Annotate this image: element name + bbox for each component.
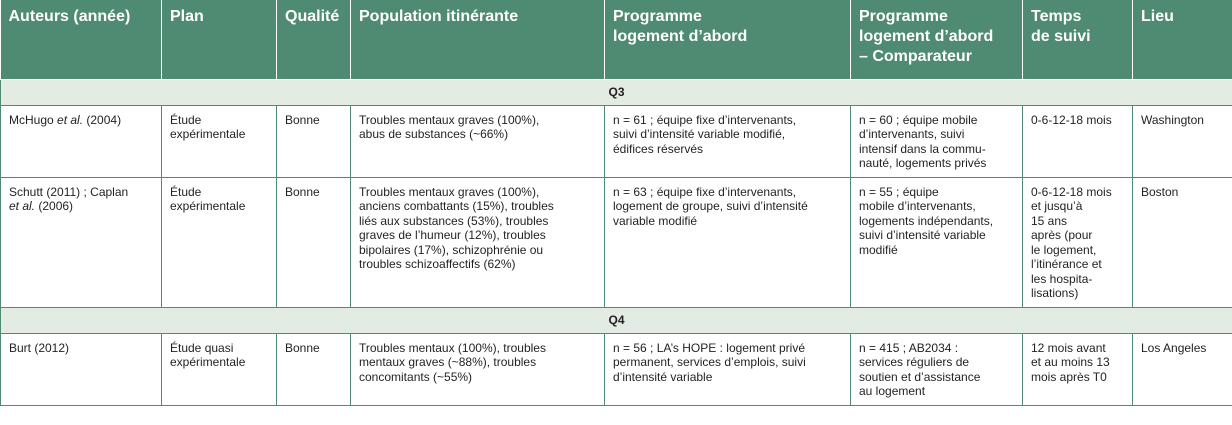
cell-followup — [1023, 105, 1133, 177]
cell-comparator — [851, 333, 1023, 405]
cell-followup — [1023, 333, 1133, 405]
header-authors — [1, 0, 162, 79]
header-plan — [162, 0, 277, 79]
place-line: Boston — [1141, 184, 1179, 199]
plan-line: expérimentale — [170, 127, 246, 141]
section-row-q4 — [1, 307, 1232, 333]
table-row — [1, 105, 1232, 177]
cell-place — [1133, 177, 1232, 307]
et-al-text: et al. — [57, 112, 84, 127]
program-line: n = 63 ; équipe fixe d’intervenants, — [613, 184, 797, 199]
header-line: Programme — [613, 8, 702, 25]
program-line: édifices réservés — [613, 141, 704, 156]
followup-line: et au moins 13 — [1031, 355, 1110, 369]
cell-population — [351, 333, 605, 405]
comparator-line: intensif dans la commu- — [859, 141, 986, 156]
followup-line: mois après T0 — [1031, 369, 1107, 384]
comparator-line: logements indépendants, — [859, 213, 994, 228]
cell-quality — [277, 105, 351, 177]
population-line: Troubles mentaux graves (100%), — [359, 112, 540, 127]
program-line: n = 56 ; LA’s HOPE : logement privé — [613, 340, 805, 355]
header-place — [1133, 0, 1232, 79]
comparator-line: au logement — [859, 384, 926, 398]
comparator-line: services réguliers de — [859, 355, 970, 369]
cell-authors — [1, 333, 162, 405]
header-followup — [1023, 0, 1133, 79]
comparator-line: d’intervenants, suivi — [859, 127, 965, 141]
header-line: Lieu — [1141, 8, 1174, 25]
cell-plan — [162, 333, 277, 405]
program-line: logement de groupe, suivi d’intensité — [613, 199, 808, 213]
plan-line: expérimentale — [170, 199, 246, 213]
section-label: Q3 — [1, 79, 1232, 105]
authors-line — [9, 199, 153, 214]
table-row — [1, 177, 1232, 307]
cell-population — [351, 105, 605, 177]
followup-line: après (pour — [1031, 228, 1093, 242]
header-line: Auteurs (année) — [8, 8, 131, 25]
authors-line — [9, 341, 153, 356]
header-line: Plan — [170, 8, 204, 25]
header-line: Programme — [859, 8, 948, 25]
author-text: McHugo — [9, 112, 58, 127]
author-text: Schutt (2011) ; Caplan — [9, 184, 129, 199]
cell-quality — [277, 333, 351, 405]
cell-followup — [1023, 177, 1133, 307]
header-quality — [277, 0, 351, 79]
comparator-line: n = 415 ; AB2034 : — [859, 340, 959, 355]
comparator-line: soutien et d’assistance — [859, 369, 981, 384]
cell-program — [605, 177, 851, 307]
author-text: (2006) — [35, 199, 74, 213]
population-line: graves de l’humeur (12%), troubles — [359, 228, 546, 242]
quality-line: Bonne — [285, 184, 320, 199]
plan-line: Étude — [170, 112, 202, 127]
followup-line: 15 ans — [1031, 213, 1068, 228]
comparator-line: n = 60 ; équipe mobile — [859, 112, 978, 127]
followup-line: 12 mois avant — [1031, 340, 1106, 355]
plan-line: expérimentale — [170, 355, 246, 369]
population-line: troubles schizoaffectifs (62%) — [359, 257, 516, 271]
author-text: Burt (2012) — [9, 340, 70, 355]
comparator-line: n = 55 ; équipe — [859, 184, 939, 199]
comparator-line: nauté, logements privés — [859, 156, 987, 170]
cell-plan — [162, 105, 277, 177]
cell-population — [351, 177, 605, 307]
population-line: bipolaires (17%), schizophrénie ou — [359, 242, 544, 257]
program-line: permanent, services d’emplois, suivi — [613, 355, 806, 369]
population-line: liés aux substances (53%), troubles — [359, 213, 549, 228]
population-line: mentaux graves (~88%), troubles — [359, 355, 537, 369]
header-row — [1, 0, 1232, 79]
cell-quality — [277, 177, 351, 307]
followup-line: le logement, — [1031, 242, 1097, 257]
header-line: logement d’abord — [859, 28, 994, 45]
place-line: Los Angeles — [1141, 340, 1207, 355]
cell-authors — [1, 105, 162, 177]
header-line: – Comparateur — [859, 48, 972, 65]
cell-comparator — [851, 105, 1023, 177]
population-line: Troubles mentaux graves (100%), — [359, 184, 540, 199]
header-line: Temps — [1031, 8, 1082, 25]
population-line: Troubles mentaux (100%), troubles — [359, 340, 546, 355]
plan-line: Étude — [170, 184, 202, 199]
followup-line: et jusqu’à — [1031, 199, 1083, 213]
author-text: (2004) — [83, 112, 122, 127]
cell-authors — [1, 177, 162, 307]
population-line: anciens combattants (15%), troubles — [359, 199, 554, 213]
followup-line: l’itinérance et — [1031, 257, 1102, 271]
population-line: abus de substances (~66%) — [359, 127, 509, 141]
cell-program — [605, 333, 851, 405]
followup-line: lisations) — [1031, 286, 1079, 300]
program-line: variable modifié — [613, 213, 698, 228]
et-al-text: et al. — [9, 199, 36, 213]
authors-line — [9, 185, 153, 200]
quality-line: Bonne — [285, 112, 320, 127]
header-comparator — [851, 0, 1023, 79]
program-line: suivi d’intensité variable modifié, — [613, 127, 786, 141]
header-program — [605, 0, 851, 79]
followup-line: 0-6-12-18 mois — [1031, 112, 1112, 127]
quality-line: Bonne — [285, 340, 320, 355]
header-line: Qualité — [285, 8, 340, 25]
header-line: Population itinérante — [359, 8, 519, 25]
cell-plan — [162, 177, 277, 307]
population-line: concomitants (~55%) — [359, 369, 473, 384]
cell-place — [1133, 105, 1232, 177]
section-label: Q4 — [1, 307, 1232, 333]
authors-line — [9, 113, 153, 128]
table-row — [1, 333, 1232, 405]
header-line: de suivi — [1031, 28, 1091, 45]
comparator-line: mobile d’intervenants, — [859, 199, 976, 213]
program-line: d’intensité variable — [613, 369, 713, 384]
plan-line: Étude quasi — [170, 340, 234, 355]
header-population — [351, 0, 605, 79]
comparator-line: modifié — [859, 242, 898, 257]
cell-comparator — [851, 177, 1023, 307]
cell-program — [605, 105, 851, 177]
comparator-line: suivi d’intensité variable — [859, 228, 986, 242]
section-row-q3 — [1, 79, 1232, 105]
header-line: logement d’abord — [613, 28, 748, 45]
program-line: n = 61 ; équipe fixe d’intervenants, — [613, 112, 797, 127]
cell-place — [1133, 333, 1232, 405]
place-line: Washington — [1141, 112, 1204, 127]
followup-line: 0-6-12-18 mois — [1031, 184, 1112, 199]
followup-line: les hospita- — [1031, 271, 1093, 286]
